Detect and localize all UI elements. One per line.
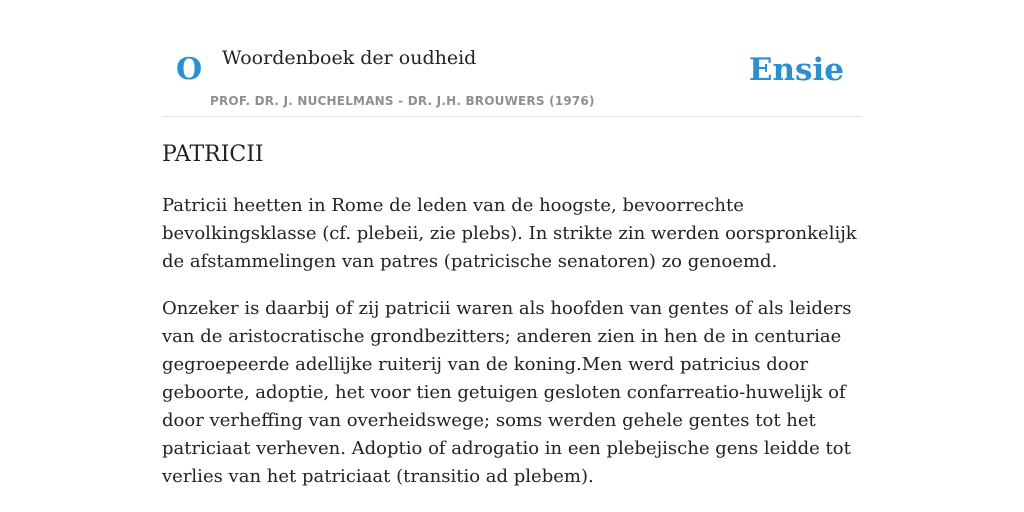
ensie-logo-link[interactable]: Ensie (748, 52, 844, 88)
article-paragraph-1: Patricii heetten in Rome de leden van de hoogste, bevoorrechte bevolkingsklasse (cf. plebeii, zie plebs). In strikte zin werden oorspronkelijk de afstammelingen van patres (patricische senatoren) zo genoemd. (162, 195, 857, 272)
article-paragraph-2: Onzeker is daarbij of zij patricii waren als hoofden van gentes of als leiders van de aristocratische grondbezitters; anderen zien in hen de in centuriae gegroepeerde adellijke ruiterij van de koning.Men werd patricius door geboorte, adoptie, het voor tien getuigen gesloten confarreatio-huwelijk of door verheffing van overheidswege; soms werden gehele gentes tot het patriciaat verheven. Adoptio of adrogatio in een plebejische gens leidde tot verlies van het patriciaat (transitio ad plebem). (162, 298, 852, 487)
index-letter-link[interactable]: O (176, 52, 203, 87)
book-authors: PROF. DR. J. NUCHELMANS - DR. J.H. BROUWERS (1976) (210, 94, 595, 108)
article-title: PATRICII (162, 142, 264, 167)
article (162, 140, 862, 491)
header (162, 0, 862, 117)
book-title-link[interactable]: Woordenboek der oudheid (222, 47, 477, 69)
